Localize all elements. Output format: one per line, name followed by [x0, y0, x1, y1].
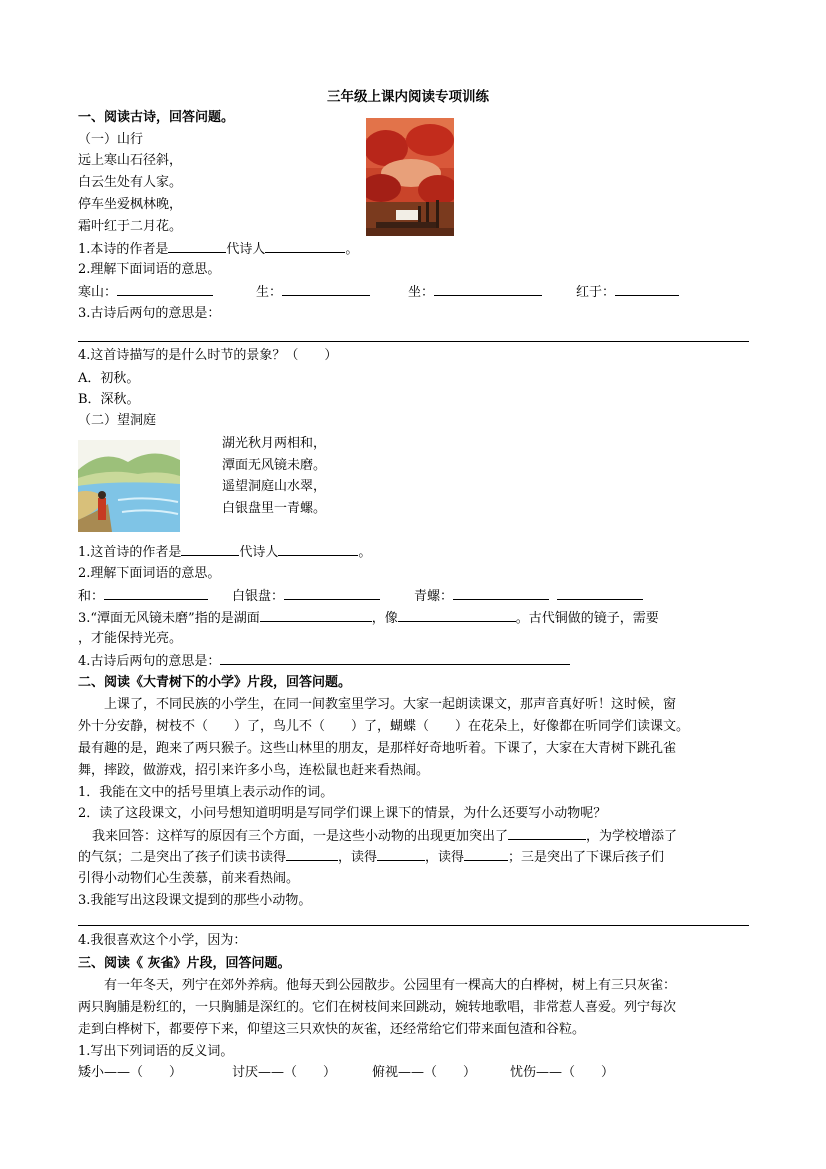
answer-blank[interactable]: [282, 281, 370, 296]
passage2-answer-line2: 的气氛；二是突出了孩子们读书读得 ，读得 ，读得 ；三是突出了下课后孩子们: [78, 846, 664, 869]
passage2-answer-line3: 引得小动物们心生羡慕，前来看热闹。: [78, 871, 300, 886]
passage2-line: 舞，摔跤，做游戏，招引来许多小鸟，连松鼠也赶来看热闹。: [78, 763, 430, 778]
poem2-line: 湖光秋月两相和，: [222, 436, 327, 451]
passage2-question-2: 2．读了这段课文，小问号想知道明明是写同学们课上课下的情景，为什么还要写小动物呢？: [78, 806, 607, 821]
answer-blank[interactable]: [398, 607, 516, 622]
answer-blank[interactable]: [260, 607, 372, 622]
autumn-maple-illustration: [366, 118, 454, 236]
antonym-item[interactable]: 矮小——（ ）: [78, 1065, 183, 1080]
answer-blank[interactable]: [615, 281, 679, 296]
answer-blank[interactable]: [453, 585, 549, 600]
passage2-answer-line1: 我来回答：这样写的原因有三个方面，一是这些小动物的出现更加突出了 ，为学校增添了: [92, 825, 677, 848]
passage3-question-1: 1.写出下列词语的反义词。: [78, 1044, 234, 1059]
poem2-question-2: 2.理解下面词语的意思。: [78, 566, 221, 581]
poem2-line: 遥望洞庭山水翠，: [222, 479, 327, 494]
answer-blank[interactable]: [377, 846, 425, 861]
lake-dongting-illustration: [78, 440, 180, 532]
page-title: 三年级上课内阅读专项训练: [327, 89, 489, 105]
answer-blank[interactable]: [464, 846, 508, 861]
poem1-line: 霜叶红于二月花。: [78, 219, 183, 234]
poem2-question-3: 3.“潭面无风镜未磨”指的是湖面 ，像 。古代铜做的镜子，需要: [78, 607, 659, 630]
poem2-question-3-cont: ，才能保持光亮。: [78, 631, 183, 646]
poem1-word-sheng: 生：: [256, 281, 370, 304]
passage2-question-4: 4.我很喜欢这个小学，因为：: [78, 933, 247, 948]
answer-blank[interactable]: [284, 585, 380, 600]
passage2-question-1: 1．我能在文中的括号里填上表示动作的词。: [78, 785, 334, 800]
poem1-subtitle: （一）山行: [78, 132, 144, 147]
answer-line[interactable]: [78, 341, 749, 342]
poem2-word-he: 和：: [78, 585, 208, 608]
poem2-line: 白银盘里一青螺。: [222, 501, 327, 516]
section2-heading: 二、阅读《大青树下的小学》片段，回答问题。: [78, 675, 352, 690]
poem2-word-qingluo: 青螺：: [414, 585, 643, 608]
poem1-word-zuo: 坐：: [408, 281, 542, 304]
answer-blank[interactable]: [104, 585, 208, 600]
answer-blank[interactable]: [557, 585, 643, 600]
poem1-line: 白云生处有人家。: [78, 175, 183, 190]
answer-blank[interactable]: [117, 281, 213, 296]
section3-heading: 三、阅读《 灰雀》片段，回答问题。: [78, 956, 291, 971]
option-b[interactable]: B．深秋。: [78, 392, 140, 407]
poem1-question-3: 3.古诗后两句的意思是：: [78, 306, 221, 321]
answer-blank[interactable]: [434, 281, 542, 296]
poem1-line: 远上寒山石径斜，: [78, 153, 183, 168]
passage2-line: 外十分安静，树枝不（ ）了，鸟儿不（ ）了，蝴蝶（ ）在花朵上，好像都在听同学们读课文。: [78, 719, 690, 734]
passage2-line: 最有趣的是，跑来了两只猴子。这些山林里的朋友，是那样好奇地听着。下课了，大家在大青树下跳孔雀: [78, 741, 677, 756]
passage3-line: 走到白桦树下，都要停下来，仰望这三只欢快的灰雀，还经常给它们带来面包渣和谷粒。: [78, 1022, 586, 1037]
answer-line[interactable]: [78, 925, 749, 926]
antonym-item[interactable]: 讨厌——（ ）: [232, 1065, 337, 1080]
passage3-line: 有一年冬天，列宁在郊外养病。他每天到公园散步。公园里有一棵高大的白桦树，树上有三只灰雀：: [104, 978, 677, 993]
answer-blank[interactable]: [168, 238, 226, 253]
poem1-question-4: 4.这首诗描写的是什么时节的景象？（ ）: [78, 348, 338, 363]
answer-blank[interactable]: [286, 846, 338, 861]
answer-blank[interactable]: [278, 541, 358, 556]
answer-blank[interactable]: [265, 238, 345, 253]
poem2-question-4: 4.古诗后两句的意思是：: [78, 650, 570, 673]
poem2-line: 潭面无风镜未磨。: [222, 458, 327, 473]
antonym-item[interactable]: 忧伤——（ ）: [510, 1065, 615, 1080]
poem2-subtitle: （二）望洞庭: [78, 413, 157, 428]
option-a[interactable]: A．初秋。: [78, 371, 140, 386]
answer-blank[interactable]: [181, 541, 239, 556]
poem1-question-1: 1.本诗的作者是 代诗人 。: [78, 238, 358, 261]
poem1-line: 停车坐爱枫林晚，: [78, 197, 183, 212]
passage3-line: 两只胸脯是粉红的，一只胸脯是深红的。它们在树枝间来回跳动，婉转地歌唱，非常惹人喜爱。列宁每次: [78, 1000, 677, 1015]
poem1-word-hongyu: 红于：: [576, 281, 679, 304]
section1-heading: 一、阅读古诗，回答问题。: [78, 110, 235, 125]
answer-blank[interactable]: [220, 650, 570, 665]
passage2-line: 上课了，不同民族的小学生，在同一间教室里学习。大家一起朗读课文，那声音真好听！这时候，窗: [104, 697, 677, 712]
antonym-item[interactable]: 俯视——（ ）: [372, 1065, 477, 1080]
poem1-word-hanshan: 寒山：: [78, 281, 213, 304]
poem2-question-1: 1.这首诗的作者是 代诗人 。: [78, 541, 371, 564]
poem2-word-baiyinpan: 白银盘：: [232, 585, 380, 608]
poem1-question-2: 2.理解下面词语的意思。: [78, 262, 221, 277]
passage2-question-3: 3.我能写出这段课文提到的那些小动物。: [78, 893, 312, 908]
answer-blank[interactable]: [508, 825, 586, 840]
